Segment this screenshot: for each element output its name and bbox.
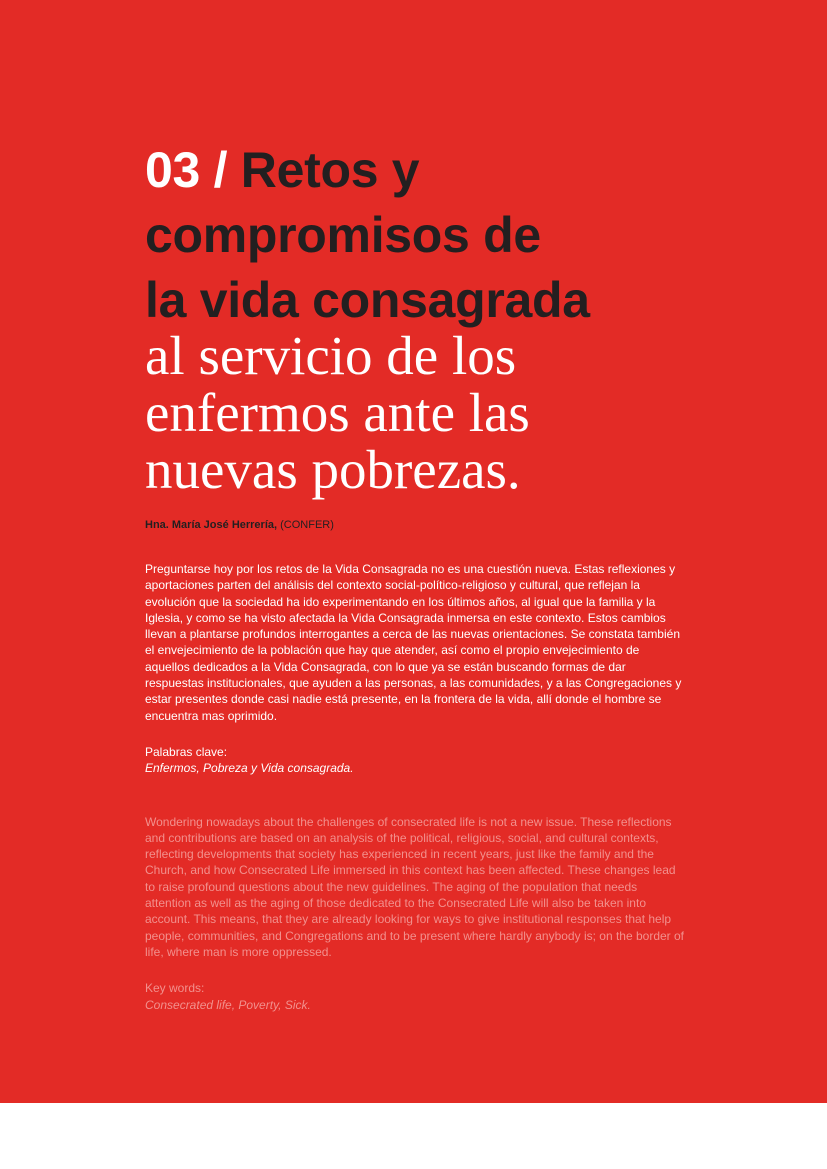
keywords-spanish-values: Enfermos, Pobreza y Vida consagrada. [145,761,354,776]
article-subtitle-serif [145,327,705,498]
author-name: Hna. María José Herrería, [145,519,278,531]
keywords-english-label: Key words: [145,981,205,996]
subtitle-line-3: nuevas pobrezas. [145,439,521,500]
abstract-spanish: Preguntarse hoy por los retos de la Vida Consagrada no es una cuestión nueva. Estas reflexiones y aportaciones parten del análisis del contexto social-político-religioso y cultural, que reflejan la evolución que la sociedad ha ido experimentando en los últimos años, al igual que la familia y la Iglesia, y como se ha visto afectada la Vida Consagrada inmersa en este contexto. Estos cambios llevan a plantarse profundos interrogantes a cerca de las nuevas orientaciones. Se constata también el envejecimiento de la población que hay que atender, así como el propio envejecimiento de aquellos dedicados a la Vida Consagrada, con lo que ya se están buscando formas de dar respuestas institucionales, que ayuden a las personas, a las comunidades, y a las Congregaciones y estar presentes donde casi nadie está presente, en la frontera de la vida, allí donde el hombre se encuentra mas oprimido. [145,562,682,723]
article-title-bold [145,138,705,333]
title-line-3: la vida consagrada [145,272,590,328]
keywords-english [145,980,705,1013]
abstract-english: Wondering nowadays about the challenges of consecrated life is not a new issue. These reflections and contributions are based on an analysis of the political, religious, social, and cultural contexts, reflecting developments that society has experienced in recent years, just like the family and the Church, and how Consecrated Life immersed in this context has been affected. These changes lead to raise profound questions about the new guidelines. The aging of the population that needs attention as well as the aging of those dedicated to the Consecrated Life will also be taken into account. This means, that they are already looking for ways to give institutional responses that help people, communities, and Congregations and to be present where hardly anybody is; on the border of life, where man is more oppressed. [145,814,685,959]
title-line-1-text: Retos y [240,142,420,198]
subtitle-line-1: al servicio de los [145,325,517,386]
keywords-spanish-label: Palabras clave: [145,744,228,759]
title-line-2: compromisos de [145,207,541,263]
keywords-english-values: Consecrated life, Poverty, Sick. [145,997,311,1012]
author-line [145,518,705,532]
title-line-1 [145,138,705,203]
subtitle-line-2: enfermos ante las [145,382,530,443]
author-affiliation: (CONFER) [280,519,334,531]
article-header [145,138,705,1013]
article-number: 03 / [145,142,228,198]
keywords-spanish [145,744,705,777]
